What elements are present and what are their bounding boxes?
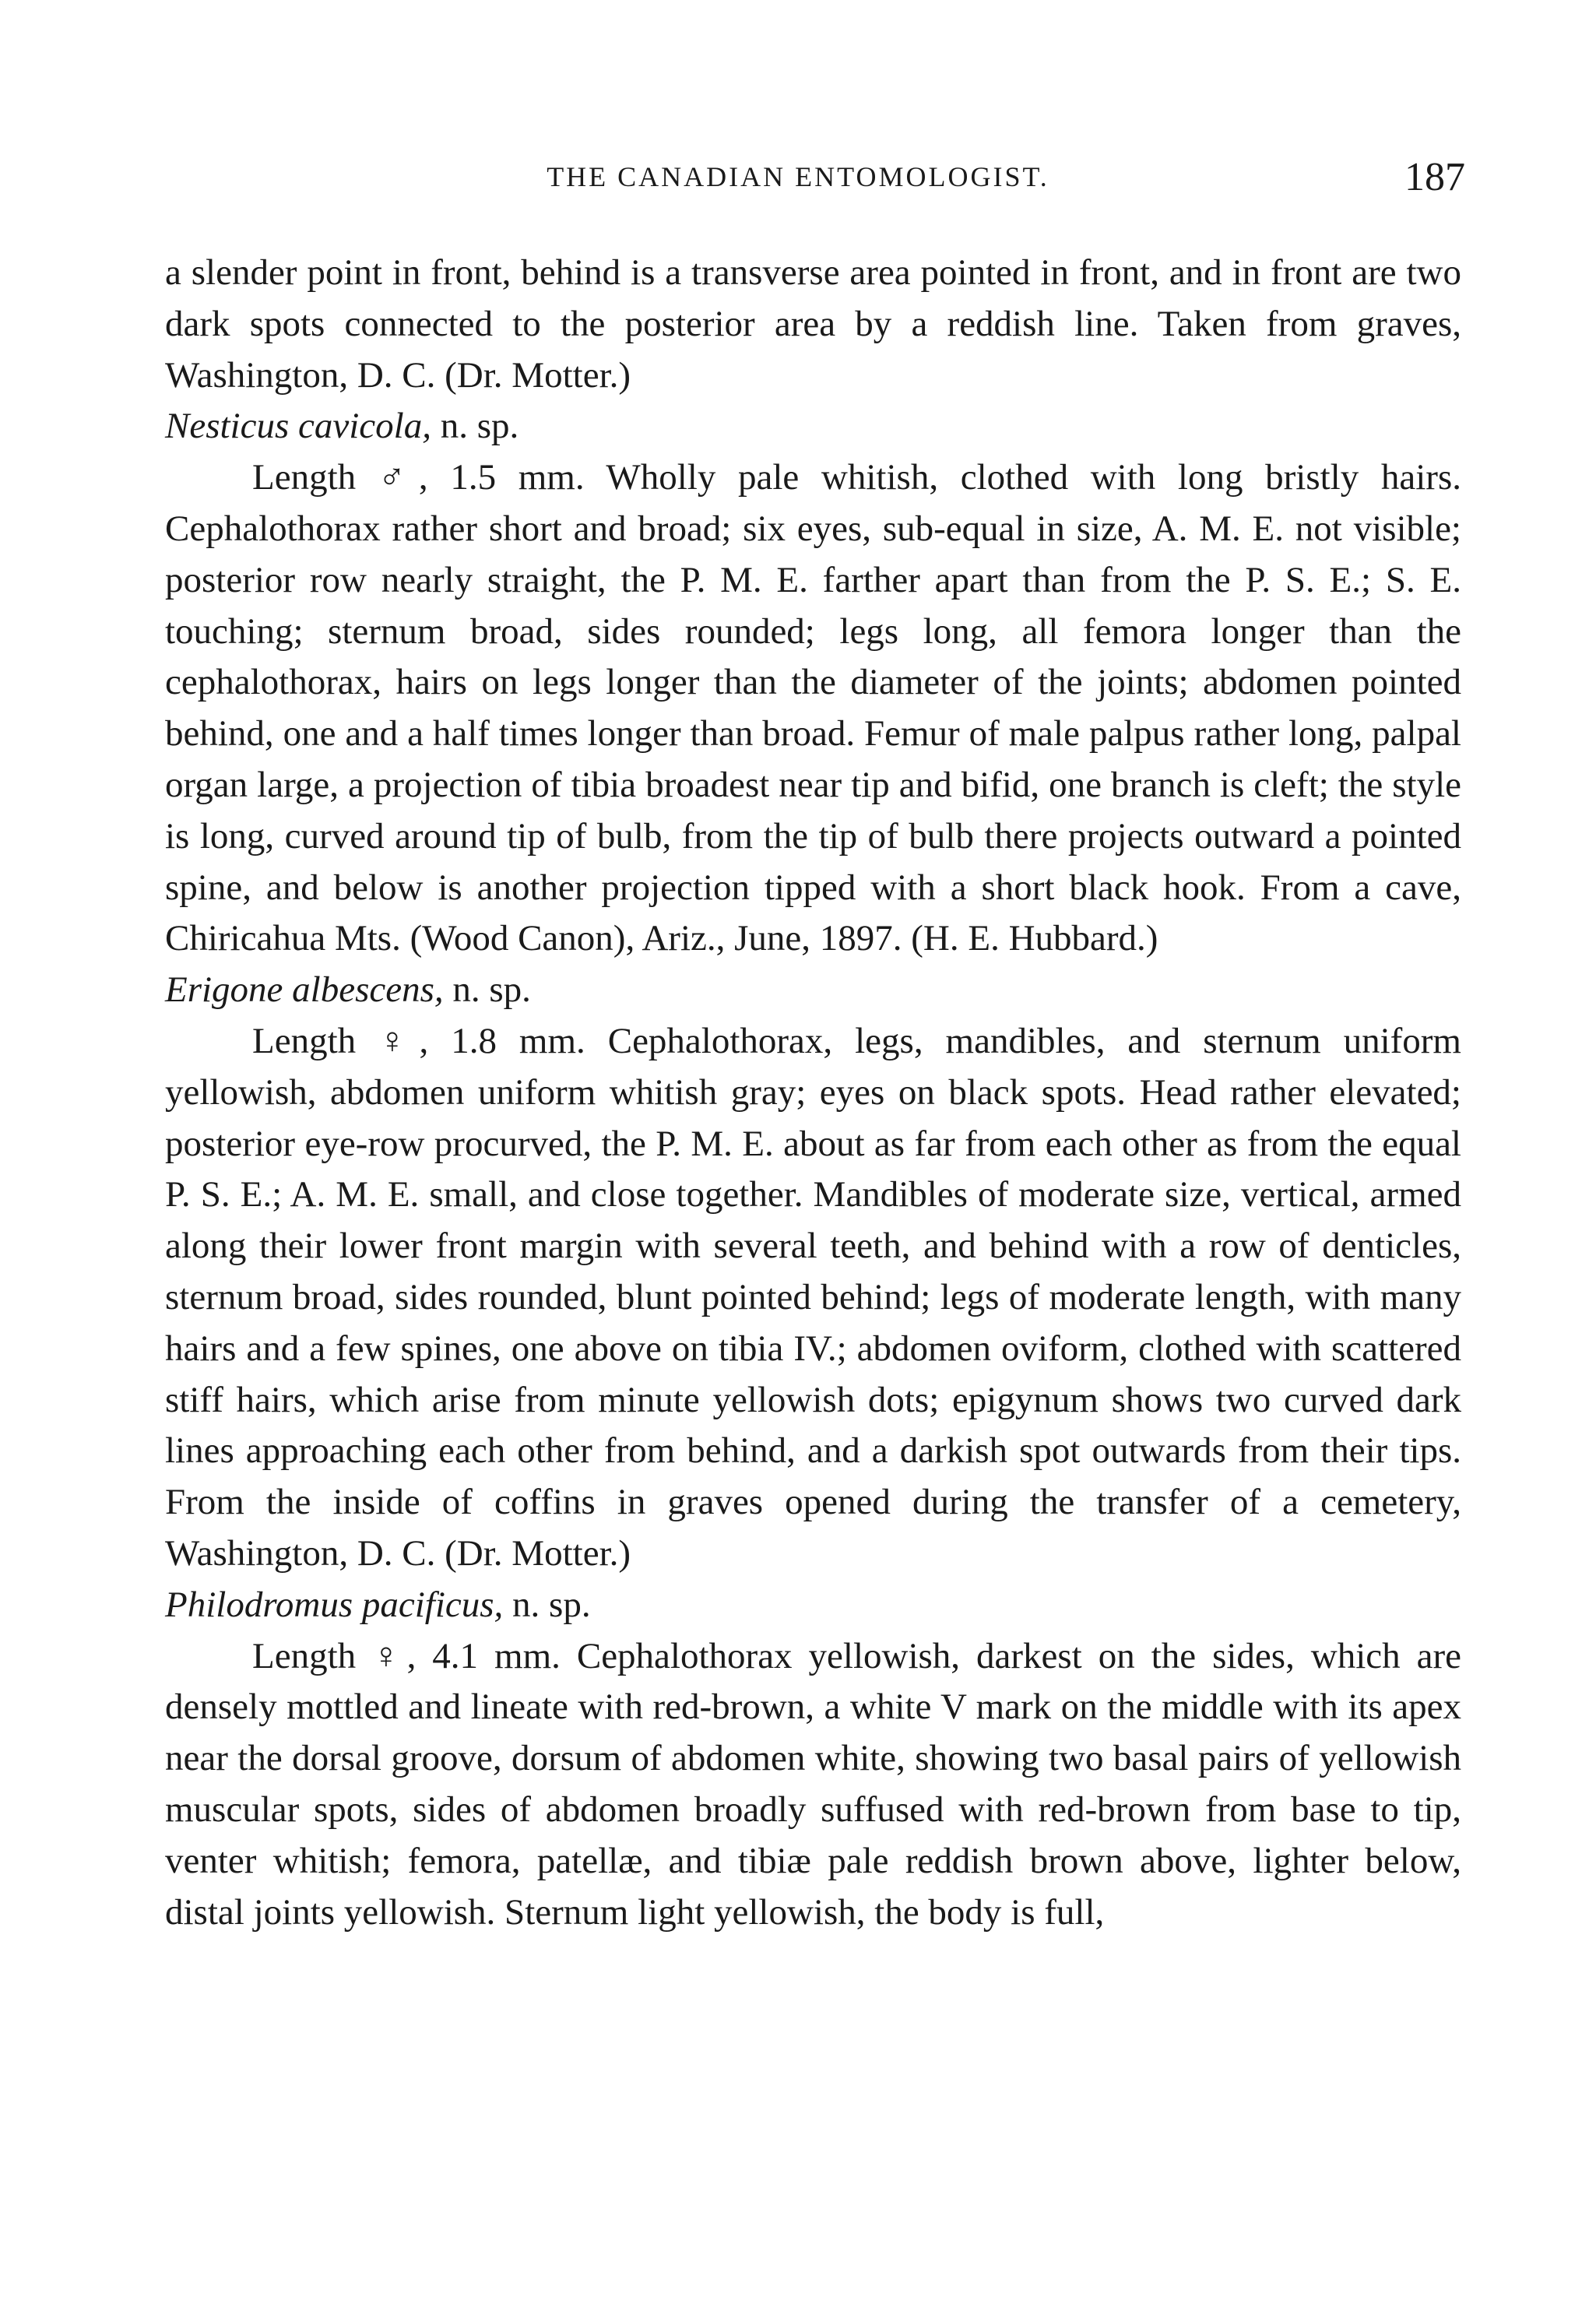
species-name: Philodromus pacificus, [165, 1584, 504, 1625]
species-name: Erigone albescens, [165, 969, 444, 1011]
species-description-nesticus: Length ♂, 1.5 mm. Wholly pale whitish, clothed with long bristly hairs. Cephalothorax rather short and broad; six eyes, sub-equal in size, A. M. E. not visible; posterior row nearly straight, the P. M. E. farther apart than from the P. S. E.; S. E. touching; sternum broad, sides rounded; legs long, all femora longer than the cephalothorax, hairs on legs longer than the diameter of the joints; abdomen pointed behind, one and a half times longer than broad. Femur of male palpus rather long, palpal organ large, a projection of tibia broadest near tip and bifid, one branch is cleft; the style is long, curved around tip of bulb, from the tip of bulb there projects outward a pointed spine, and below is another projection tipped with a short black hook. From a cave, Chiricahua Mts. (Wood Canon), Ariz., June, 1897. (H. E. Hubbard.) [165, 457, 1461, 959]
species-suffix: n. sp. [431, 406, 519, 447]
page-number: 187 [1404, 155, 1465, 199]
running-title: THE CANADIAN ENTOMOLOGIST. [547, 161, 1049, 192]
species-description-erigone: Length ♀, 1.8 mm. Cephalothorax, legs, mandibles, and sternum uniform yellowish, abdomen uniform whitish gray; eyes on black spots. Head rather elevated; posterior eye-row procurved, the P. M. E. about as far from each other as from the equal P. S. E.; A. M. E. small, and close together. Mandibles of moderate size, vertical, armed along their lower front margin with several teeth, and behind with a row of denticles, sternum broad, sides rounded, blunt pointed behind; legs of moderate length, with many hairs and a few spines, one above on tibia IV.; abdomen oviform, clothed with scattered stiff hairs, which arise from minute yellowish dots; epigynum shows two curved dark lines approaching each other from behind, and a darkish spot outwards from their tips. From the inside of coffins in graves opened during the transfer of a cemetery, Washington, D. C. (Dr. Motter.) [165, 1020, 1461, 1574]
species-description-philodromus: Length ♀, 4.1 mm. Cephalothorax yellowish, darkest on the sides, which are densely mottled and lineate with red-brown, a white V mark on the middle with its apex near the dorsal groove, dorsum of abdomen white, showing two basal pairs of yellowish muscular spots, sides of abdomen broadly suffused with red-brown from base to tip, venter whitish; femora, patellæ, and tibiæ pale reddish brown above, lighter below, distal joints yellowish. Sternum light yellowish, the body is full, [165, 1635, 1461, 1933]
paragraph-continuation: a slender point in front, behind is a transverse area pointed in front, and in front are two dark spots connected to the posterior area by a reddish line. Taken from graves, Washington, D. C. (Dr. Motter.) [165, 252, 1461, 396]
species-name: Nesticus cavicola, [165, 406, 431, 447]
species-heading-nesticus [165, 401, 1461, 452]
species-heading-philodromus [165, 1580, 1461, 1631]
article-body [165, 248, 1461, 1938]
species-heading-erigone [165, 965, 1461, 1016]
page-header [0, 154, 1596, 209]
species-suffix: n. sp. [443, 969, 531, 1011]
species-suffix: n. sp. [503, 1584, 591, 1625]
